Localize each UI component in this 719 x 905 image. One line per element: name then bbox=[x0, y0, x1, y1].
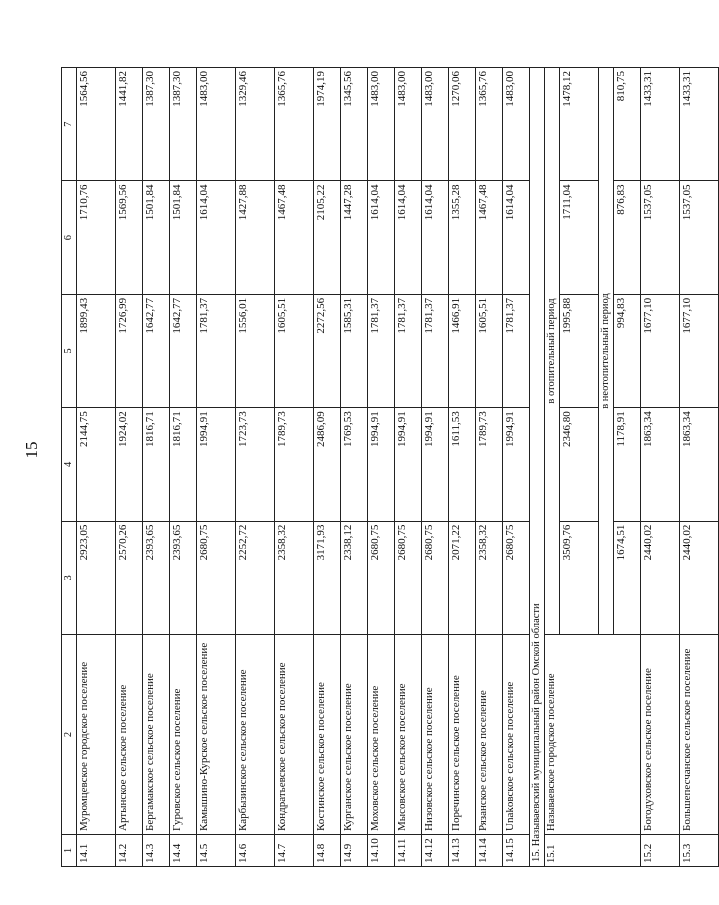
settlement-name: Камышино-Курское сельское поселение bbox=[197, 635, 236, 835]
tariff-value: 1614,04 bbox=[503, 181, 530, 294]
period-label: в отопительный период bbox=[545, 68, 560, 635]
settlement-name: Кондратьевское сельское поселение bbox=[275, 635, 314, 835]
tariff-value: 1365,76 bbox=[275, 68, 314, 181]
table-row bbox=[545, 68, 560, 867]
tariff-value: 1433,31 bbox=[641, 68, 680, 181]
rotated-table-container bbox=[61, 67, 693, 867]
tariff-value: 1501,84 bbox=[170, 181, 197, 294]
tariff-value: 1569,56 bbox=[116, 181, 143, 294]
settlement-name: Карбызинское сельское поселение bbox=[236, 635, 275, 835]
row-number: 14.4 bbox=[170, 835, 197, 867]
tariff-value: 2440,02 bbox=[641, 521, 680, 634]
tariff-value: 1723,73 bbox=[236, 408, 275, 521]
table-row bbox=[170, 68, 197, 867]
tariff-value: 1178,91 bbox=[614, 408, 641, 521]
tariff-value: 1537,05 bbox=[641, 181, 680, 294]
tariff-value: 2680,75 bbox=[422, 521, 449, 634]
tariff-value: 1816,71 bbox=[143, 408, 170, 521]
tariff-value: 1605,51 bbox=[275, 294, 314, 407]
tariff-value: 1483,00 bbox=[422, 68, 449, 181]
tariff-value: 1478,12 bbox=[560, 68, 599, 181]
tariff-value: 1994,91 bbox=[197, 408, 236, 521]
settlement-name: Артынское сельское поселение bbox=[116, 635, 143, 835]
tariff-value: 1441,82 bbox=[116, 68, 143, 181]
settlement-name: Unakовское сельское поселение bbox=[503, 635, 530, 835]
tariff-value: 1387,30 bbox=[170, 68, 197, 181]
row-number: 14.13 bbox=[449, 835, 476, 867]
tariff-value: 1789,73 bbox=[275, 408, 314, 521]
settlement-name: Низовское сельское поселение bbox=[422, 635, 449, 835]
settlement-name: Курганское сельское поселение bbox=[341, 635, 368, 835]
table-row bbox=[77, 68, 116, 867]
tariff-value: 2272,56 bbox=[314, 294, 341, 407]
settlement-name: Бергамакское сельское поселение bbox=[143, 635, 170, 835]
tariff-value: 1899,43 bbox=[77, 294, 116, 407]
tariff-value: 1614,04 bbox=[197, 181, 236, 294]
settlement-name: Называевское городское поселение bbox=[545, 635, 641, 835]
tariff-value: 1726,99 bbox=[116, 294, 143, 407]
tariff-value: 1483,00 bbox=[503, 68, 530, 181]
tariff-value: 1863,34 bbox=[641, 408, 680, 521]
tariff-value: 2105,22 bbox=[314, 181, 341, 294]
tariff-value: 3171,93 bbox=[314, 521, 341, 634]
tariff-value: 1789,73 bbox=[476, 408, 503, 521]
table-row bbox=[530, 68, 545, 867]
tariff-value: 1677,10 bbox=[680, 294, 719, 407]
tariff-value: 2923,05 bbox=[77, 521, 116, 634]
tariff-value: 1781,37 bbox=[422, 294, 449, 407]
tariff-value: 1769,53 bbox=[341, 408, 368, 521]
table-row bbox=[236, 68, 275, 867]
table-row bbox=[476, 68, 503, 867]
tariff-value: 1614,04 bbox=[368, 181, 395, 294]
tariff-value: 1483,00 bbox=[197, 68, 236, 181]
table-row bbox=[116, 68, 143, 867]
tariff-value: 2346,80 bbox=[560, 408, 599, 521]
row-number: 14.14 bbox=[476, 835, 503, 867]
table-row bbox=[341, 68, 368, 867]
table-row bbox=[368, 68, 395, 867]
tariff-value: 1781,37 bbox=[503, 294, 530, 407]
tariff-value: 2680,75 bbox=[395, 521, 422, 634]
tariff-value: 1387,30 bbox=[143, 68, 170, 181]
tariff-value: 1611,53 bbox=[449, 408, 476, 521]
row-number: 14.6 bbox=[236, 835, 275, 867]
tariff-value: 1537,05 bbox=[680, 181, 719, 294]
tariff-value: 1614,04 bbox=[395, 181, 422, 294]
tariff-value: 1642,77 bbox=[170, 294, 197, 407]
settlement-name: Костинское сельское поселение bbox=[314, 635, 341, 835]
tariff-value: 1677,10 bbox=[641, 294, 680, 407]
table-row bbox=[680, 68, 719, 867]
tariff-value: 1365,76 bbox=[476, 68, 503, 181]
table-row bbox=[449, 68, 476, 867]
tariff-value: 1711,04 bbox=[560, 181, 599, 294]
tariff-value: 2071,22 bbox=[449, 521, 476, 634]
header-cell: 4 bbox=[62, 408, 77, 521]
row-number: 14.5 bbox=[197, 835, 236, 867]
tariff-value: 2486,09 bbox=[314, 408, 341, 521]
tariff-value: 2680,75 bbox=[197, 521, 236, 634]
row-number: 14.8 bbox=[314, 835, 341, 867]
tariff-value: 1816,71 bbox=[170, 408, 197, 521]
row-number: 14.7 bbox=[275, 835, 314, 867]
tariff-value: 1924,02 bbox=[116, 408, 143, 521]
header-row bbox=[62, 68, 77, 867]
tariff-value: 2393,65 bbox=[170, 521, 197, 634]
settlement-name: Богодуховское сельское поселение bbox=[641, 635, 680, 835]
tariff-value: 2144,75 bbox=[77, 408, 116, 521]
tariff-value: 1466,91 bbox=[449, 294, 476, 407]
settlement-name: Мысовское сельское поселение bbox=[395, 635, 422, 835]
tariff-value: 1605,51 bbox=[476, 294, 503, 407]
tariff-value: 1863,34 bbox=[680, 408, 719, 521]
tariff-value: 1614,04 bbox=[422, 181, 449, 294]
tariff-value: 1564,56 bbox=[77, 68, 116, 181]
tariff-value: 1447,28 bbox=[341, 181, 368, 294]
table-row bbox=[314, 68, 341, 867]
table-row bbox=[275, 68, 314, 867]
row-number: 14.15 bbox=[503, 835, 530, 867]
tariff-value: 1501,84 bbox=[143, 181, 170, 294]
tariff-value: 810,75 bbox=[614, 68, 641, 181]
tariff-value: 994,83 bbox=[614, 294, 641, 407]
tariff-value: 1467,48 bbox=[476, 181, 503, 294]
tariff-value: 876,83 bbox=[614, 181, 641, 294]
tariff-value: 1781,37 bbox=[395, 294, 422, 407]
row-number: 14.10 bbox=[368, 835, 395, 867]
table-row bbox=[143, 68, 170, 867]
tariff-value: 1674,51 bbox=[614, 521, 641, 634]
tariff-value: 1994,91 bbox=[422, 408, 449, 521]
tariff-value: 2680,75 bbox=[368, 521, 395, 634]
row-number: 14.9 bbox=[341, 835, 368, 867]
tariff-table bbox=[61, 67, 719, 867]
tariff-value: 1427,88 bbox=[236, 181, 275, 294]
tariff-value: 1483,00 bbox=[395, 68, 422, 181]
tariff-value: 1994,91 bbox=[503, 408, 530, 521]
tariff-value: 1974,19 bbox=[314, 68, 341, 181]
section-title: 15. Называевский муниципальный район Омской области bbox=[530, 68, 545, 867]
header-cell: 7 bbox=[62, 68, 77, 181]
table-row bbox=[641, 68, 680, 867]
row-number: 15.3 bbox=[680, 835, 719, 867]
tariff-value: 1433,31 bbox=[680, 68, 719, 181]
header-cell: 5 bbox=[62, 294, 77, 407]
settlement-name: Муромцевское городское поселение bbox=[77, 635, 116, 835]
tariff-value: 2252,72 bbox=[236, 521, 275, 634]
tariff-value: 1467,48 bbox=[275, 181, 314, 294]
header-cell: 6 bbox=[62, 181, 77, 294]
page-number: 15 bbox=[22, 441, 41, 459]
row-number: 14.2 bbox=[116, 835, 143, 867]
tariff-value: 1781,37 bbox=[197, 294, 236, 407]
header-cell: 1 bbox=[62, 835, 77, 867]
row-number: 14.3 bbox=[143, 835, 170, 867]
table-row bbox=[503, 68, 530, 867]
settlement-name: Поречинское сельское поселение bbox=[449, 635, 476, 835]
tariff-value: 2680,75 bbox=[503, 521, 530, 634]
row-number: 14.12 bbox=[422, 835, 449, 867]
tariff-value: 1270,06 bbox=[449, 68, 476, 181]
settlement-name: Моховское сельское поселение bbox=[368, 635, 395, 835]
tariff-value: 1345,56 bbox=[341, 68, 368, 181]
table-row bbox=[197, 68, 236, 867]
tariff-value: 1642,77 bbox=[143, 294, 170, 407]
table-row bbox=[395, 68, 422, 867]
tariff-value: 1556,01 bbox=[236, 294, 275, 407]
tariff-value: 1994,91 bbox=[395, 408, 422, 521]
settlement-name: Большепесчанское сельское поселение bbox=[680, 635, 719, 835]
header-cell: 2 bbox=[62, 635, 77, 835]
settlement-name: Гуровское сельское поселение bbox=[170, 635, 197, 835]
tariff-value: 1995,88 bbox=[560, 294, 599, 407]
tariff-value: 2338,12 bbox=[341, 521, 368, 634]
header-cell: 3 bbox=[62, 521, 77, 634]
table-row bbox=[422, 68, 449, 867]
tariff-value: 1710,76 bbox=[77, 181, 116, 294]
tariff-value: 2358,32 bbox=[476, 521, 503, 634]
tariff-value: 2358,32 bbox=[275, 521, 314, 634]
row-number: 15.1 bbox=[545, 835, 641, 867]
tariff-value: 1483,00 bbox=[368, 68, 395, 181]
tariff-value: 2570,26 bbox=[116, 521, 143, 634]
tariff-value: 1329,46 bbox=[236, 68, 275, 181]
period-label: в неотопительный период bbox=[599, 68, 614, 635]
tariff-value: 3509,76 bbox=[560, 521, 599, 634]
tariff-value: 1355,28 bbox=[449, 181, 476, 294]
row-number: 14.11 bbox=[395, 835, 422, 867]
settlement-name: Рязанское сельское поселение bbox=[476, 635, 503, 835]
tariff-value: 2440,02 bbox=[680, 521, 719, 634]
tariff-value: 2393,65 bbox=[143, 521, 170, 634]
tariff-value: 1781,37 bbox=[368, 294, 395, 407]
tariff-value: 1994,91 bbox=[368, 408, 395, 521]
tariff-value: 1585,31 bbox=[341, 294, 368, 407]
row-number: 14.1 bbox=[77, 835, 116, 867]
row-number: 15.2 bbox=[641, 835, 680, 867]
